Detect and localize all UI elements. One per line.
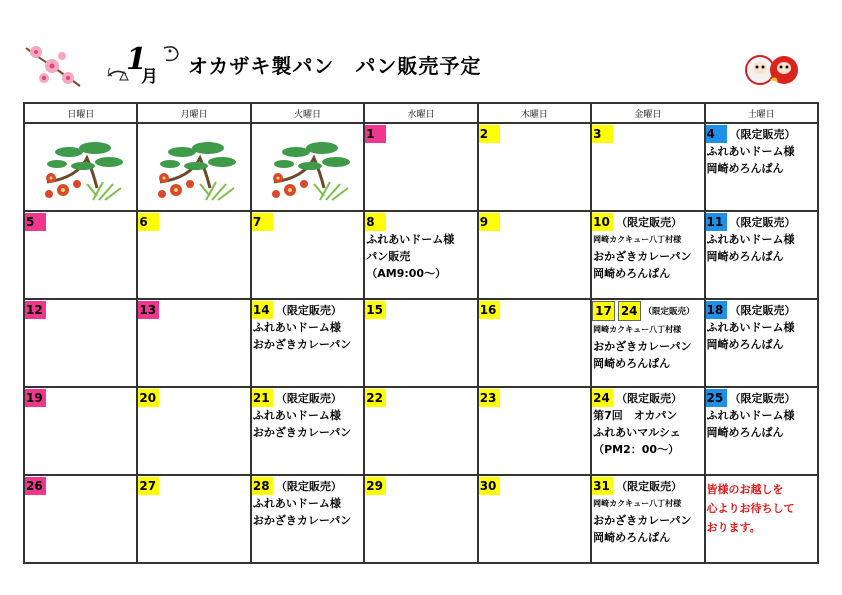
calendar-day-cell	[137, 123, 250, 211]
calendar-day-cell	[478, 387, 591, 475]
calendar-day-cell	[705, 475, 818, 563]
day-header	[479, 213, 590, 231]
day-number: 7	[252, 213, 273, 231]
day-header	[365, 301, 476, 319]
day-number: 27	[138, 477, 159, 495]
calendar-day-cell	[24, 475, 137, 563]
day-header	[706, 125, 817, 143]
day-header	[706, 301, 817, 319]
limited-sale-label: （限定販売）	[643, 307, 695, 317]
weekday-header-row	[24, 103, 818, 123]
calendar-day-cell	[364, 475, 477, 563]
limited-sale-label: （限定販売）	[729, 392, 796, 405]
day-number: 23	[479, 389, 500, 407]
calendar-day-cell	[364, 299, 477, 387]
calendar-week-row	[24, 475, 818, 563]
plum-blossom-icon	[22, 36, 84, 92]
calendar-day-cell	[705, 387, 818, 475]
calendar-day-cell	[251, 475, 364, 563]
event-line: パン販売	[366, 250, 411, 263]
day-number: 30	[479, 477, 500, 495]
day-header	[252, 213, 363, 231]
event-line: ふれあいドーム様	[706, 409, 795, 422]
calendar-day-cell	[591, 387, 704, 475]
day-number: 18	[706, 301, 727, 319]
event-line: 岡崎めろんぱん	[706, 426, 784, 439]
event-line: 岡崎めろんぱん	[706, 162, 784, 175]
day-header	[592, 389, 703, 407]
calendar-week-row	[24, 387, 818, 475]
calendar-day-cell	[24, 211, 137, 299]
day-header	[592, 477, 703, 495]
day-number: 14	[252, 301, 273, 319]
weekday-thursday: 木曜日	[478, 103, 591, 123]
day-header	[479, 301, 590, 319]
event-line: 岡崎めろんぱん	[706, 338, 784, 351]
limited-sale-label: （限定販売）	[616, 392, 683, 405]
weekday-wednesday: 水曜日	[364, 103, 477, 123]
daruma-icon	[742, 52, 804, 86]
calendar-week-row	[24, 123, 818, 211]
weekday-monday: 月曜日	[137, 103, 250, 123]
calendar-day-cell	[137, 299, 250, 387]
calendar-day-cell	[137, 387, 250, 475]
weekday-friday: 金曜日	[591, 103, 704, 123]
calendar-day-cell	[591, 299, 704, 387]
venue-line: 岡崎カクキュー八丁村様	[593, 499, 682, 508]
event-line: おかざきカレーパン	[593, 340, 692, 353]
limited-sale-label: （限定販売）	[616, 216, 683, 229]
day-number: 20	[138, 389, 159, 407]
day-number: 10	[592, 213, 613, 231]
weekday-saturday: 土曜日	[705, 103, 818, 123]
event-line: おかざきカレーパン	[252, 426, 352, 439]
month-number: 1	[126, 42, 147, 77]
calendar-day-cell	[251, 123, 364, 211]
day-number: 12	[25, 301, 46, 319]
calendar-day-cell	[478, 211, 591, 299]
day-header	[138, 389, 249, 407]
day-number: 24	[592, 389, 613, 407]
event-line: ふれあいドーム様	[252, 409, 341, 422]
day-number: 13	[138, 301, 159, 319]
limited-sale-label: （限定販売）	[729, 128, 796, 141]
day-header	[25, 301, 136, 319]
event-line: おかざきカレーパン	[593, 514, 692, 527]
event-line: （AM9:00～）	[366, 267, 447, 280]
day-header	[252, 389, 363, 407]
day-header	[25, 389, 136, 407]
day-number: 3	[592, 125, 613, 143]
venue-line: 岡崎カクキュー八丁村様	[593, 235, 682, 244]
event-line: ふれあいドーム様	[252, 497, 341, 510]
calendar-day-cell	[591, 211, 704, 299]
event-line: おかざきカレーパン	[252, 338, 352, 351]
calendar-day-cell	[364, 123, 477, 211]
limited-sale-label: （限定販売）	[275, 480, 342, 493]
day-header	[138, 213, 249, 231]
event-line: ふれあいマルシェ	[593, 426, 681, 439]
day-number: 29	[365, 477, 386, 495]
pine-plum-illustration	[37, 138, 127, 204]
weekday-sunday: 日曜日	[24, 103, 137, 123]
calendar-day-cell	[251, 387, 364, 475]
calendar-day-cell	[24, 299, 137, 387]
event-line: ふれあいドーム様	[706, 321, 795, 334]
day-header	[365, 389, 476, 407]
day-number: 25	[706, 389, 727, 407]
calendar-day-cell	[591, 123, 704, 211]
day-header	[479, 477, 590, 495]
calendar-day-cell	[705, 211, 818, 299]
calendar-day-cell	[24, 387, 137, 475]
event-line: 岡崎めろんぱん	[593, 357, 671, 370]
day-number: 2	[479, 125, 500, 143]
event-line: 岡崎めろんぱん	[593, 267, 671, 280]
limited-sale-label: （限定販売）	[729, 216, 796, 229]
pine-plum-illustration	[264, 138, 354, 204]
event-line: 岡崎めろんぱん	[593, 531, 671, 544]
day-number-secondary: 24	[618, 301, 641, 321]
day-header	[365, 213, 476, 231]
day-header	[138, 301, 249, 319]
calendar-day-cell	[591, 475, 704, 563]
event-line: おかざきカレーパン	[252, 514, 352, 527]
event-line: おかざきカレーパン	[593, 250, 692, 263]
calendar-day-cell	[251, 211, 364, 299]
day-header	[592, 125, 703, 143]
day-header	[365, 477, 476, 495]
event-line: （PM2：00～）	[593, 443, 680, 456]
event-line: ふれあいドーム様	[706, 145, 795, 158]
closing-message-line: 皆様のお越しを	[706, 483, 784, 496]
limited-sale-label: （限定販売）	[275, 304, 342, 317]
day-number: 4	[706, 125, 727, 143]
day-number: 19	[25, 389, 46, 407]
calendar-day-cell	[705, 299, 818, 387]
day-number: 8	[365, 213, 386, 231]
day-header	[252, 477, 363, 495]
calendar-day-cell	[478, 475, 591, 563]
calendar-day-cell	[364, 211, 477, 299]
day-header	[592, 301, 703, 321]
day-number: 11	[706, 213, 727, 231]
page-title: オカザキ製パン パン販売予定	[188, 54, 482, 78]
calendar-table	[23, 102, 819, 564]
calendar-day-cell	[24, 123, 137, 211]
calendar-day-cell	[364, 387, 477, 475]
calendar-day-cell	[137, 211, 250, 299]
day-number: 15	[365, 301, 386, 319]
day-header	[138, 477, 249, 495]
calendar-day-cell	[137, 475, 250, 563]
limited-sale-label: （限定販売）	[275, 392, 342, 405]
day-number: 31	[592, 477, 613, 495]
day-header	[479, 389, 590, 407]
day-number: 9	[479, 213, 500, 231]
event-line: ふれあいドーム様	[706, 233, 795, 246]
pine-plum-illustration	[150, 138, 240, 204]
day-number: 28	[252, 477, 273, 495]
header	[0, 0, 842, 100]
calendar-week-row	[24, 299, 818, 387]
closing-message-line: 心よりお待ちして	[706, 502, 795, 515]
day-number: 1	[365, 125, 386, 143]
month-kanji: 月	[141, 67, 158, 87]
calendar-day-cell	[478, 123, 591, 211]
limited-sale-label: （限定販売）	[729, 304, 796, 317]
day-header	[252, 301, 363, 319]
day-header	[25, 477, 136, 495]
day-number: 21	[252, 389, 273, 407]
day-number: 16	[479, 301, 500, 319]
limited-sale-label: （限定販売）	[616, 480, 683, 493]
event-line: ふれあいドーム様	[252, 321, 341, 334]
calendar-day-cell	[251, 299, 364, 387]
event-line: 第7回 オカパン	[593, 409, 678, 422]
event-line: ふれあいドーム様	[366, 233, 455, 246]
day-header	[706, 213, 817, 231]
day-number: 17	[592, 301, 615, 321]
day-header	[365, 125, 476, 143]
weekday-tuesday: 火曜日	[251, 103, 364, 123]
day-header	[706, 389, 817, 407]
event-line: 岡崎めろんぱん	[706, 250, 784, 263]
day-number: 26	[25, 477, 46, 495]
venue-line: 岡崎カクキュー八丁村様	[593, 325, 682, 334]
day-number: 5	[25, 213, 46, 231]
calendar-day-cell	[478, 299, 591, 387]
day-number: 22	[365, 389, 386, 407]
calendar-week-row	[24, 211, 818, 299]
day-header	[592, 213, 703, 231]
day-header	[479, 125, 590, 143]
day-number: 6	[138, 213, 159, 231]
closing-message-line: おります。	[706, 521, 761, 534]
day-header	[25, 213, 136, 231]
calendar-day-cell	[705, 123, 818, 211]
